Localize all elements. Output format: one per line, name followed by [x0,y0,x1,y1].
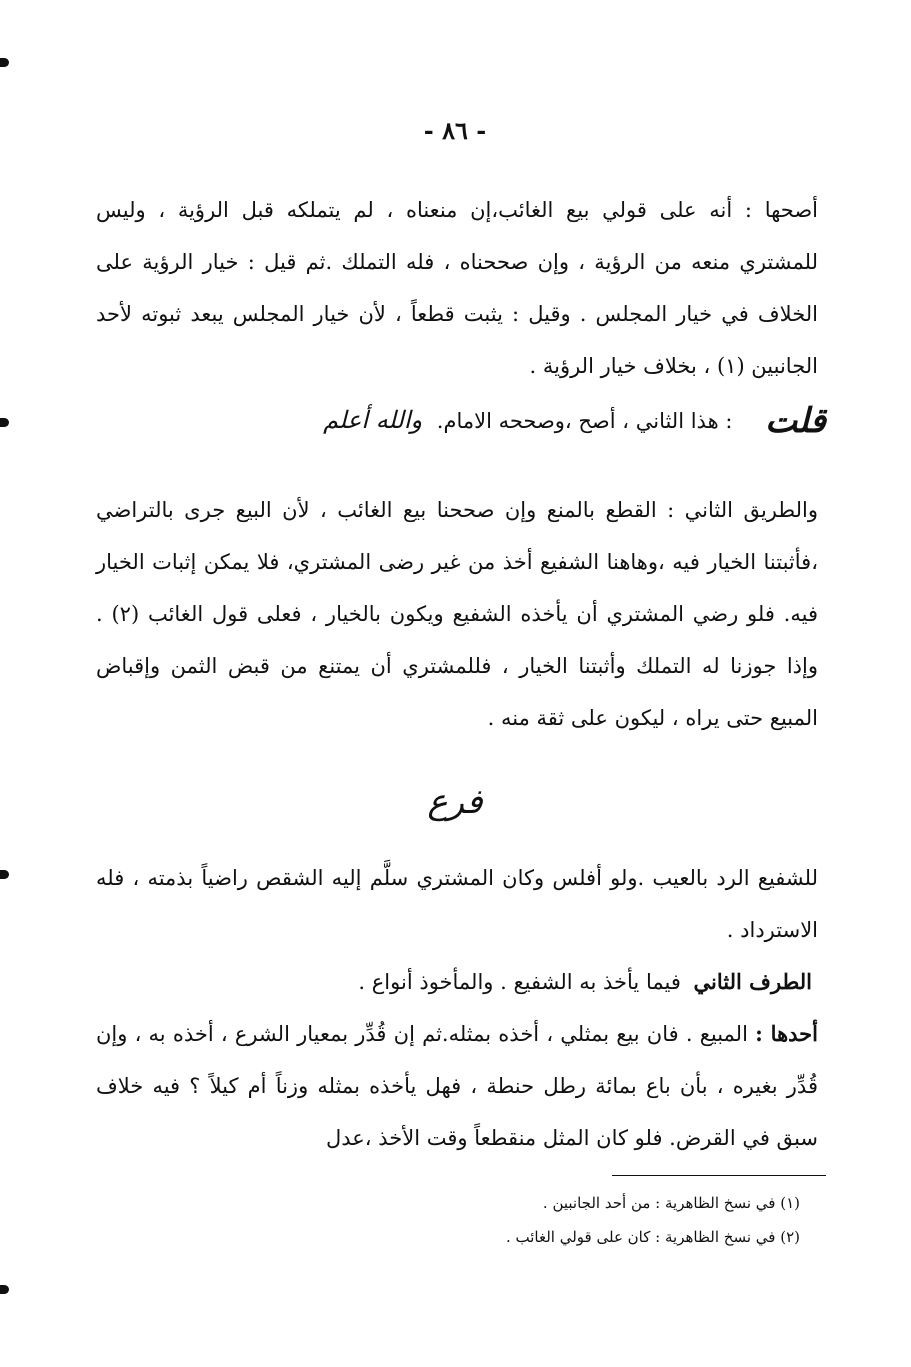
paragraph-2: والطريق الثاني : القطع بالمنع وإن صححنا بيع الغائب ، لأن البيع جرى بالتراضي ،فأثبتنا الخيار فيه ،وهاهنا الشفيع أخذ من غير رضى المشتري، فلا يمكن إثبات الخيار فيه. فلو رضي المشتري أن يأخذه الشفيع ويكون بالخيار ، فعلى قول الغائب (٢) . وإذا جوزنا له التملك وأثبتنا الخيار ، فللمشتري أن يمتنع من قبض الثمن وإقباض المبيع حتى يراه ، ليكون على ثقة منه . [96,498,818,730]
paragraph-4 [96,1008,818,1164]
section-heading: فرع [427,782,483,822]
footnotes [300,1186,800,1254]
qult-label: قلت [765,401,826,441]
page-number: - ٨٦ - [423,116,487,145]
part-heading-text: فيما يأخذ به الشفيع . والمأخوذ أنواع . [358,970,681,994]
footnote-divider [612,1175,826,1176]
paragraph-4-text: المبيع . فان بيع بمثلي ، أخذه بمثله.ثم إن قُدِّر بمعيار الشرع ، أخذه به ، وإن قُدِّر بغيره ، بأن باع بمائة رطل حنطة ، فهل يأخذه بمثله وزناً أم كيلاً ؟ فيه خلاف سبق في القرض. فلو كان المثل منقطعاً وقت الأخذ ،عدل [96,1022,818,1150]
paragraph-1: أصحها : أنه على قولي بيع الغائب،إن منعناه ، لم يتملكه قبل الرؤية ، وليس للمشتري منعه من الرؤية ، وإن صححناه ، فله التملك .ثم قيل : خيار الرؤية على الخلاف في خيار المجلس . وقيل : يثبت قطعاً ، لأن خيار المجلس يبعد ثبوته لأحد الجانبين (١) ، بخلاف خيار الرؤية . [96,198,818,378]
part-heading: الطرف الثاني [693,969,812,994]
qult-text: : هذا الثاني ، أصح ،وصححه الامام. [436,409,733,433]
footnote-1: (١) في نسخ الظاهرية : من أحد الجانبين . [542,1194,800,1212]
footnote-2: (٢) في نسخ الظاهرية : كان على قولي الغائب . [505,1228,800,1246]
paragraph-3: للشفيع الرد بالعيب .ولو أفلس وكان المشتري سلَّم إليه الشقص راضياً بذمته ، فله الاسترداد . [96,866,818,942]
margin-mark [0,1285,9,1294]
paragraph-4-lead: أحدها : [755,1021,818,1046]
part-heading-line [200,956,812,1008]
margin-mark [0,418,9,427]
margin-mark [0,870,9,879]
margin-mark [0,58,9,67]
editor-note [300,400,826,441]
closing-formula: والله أعلم [323,406,423,434]
